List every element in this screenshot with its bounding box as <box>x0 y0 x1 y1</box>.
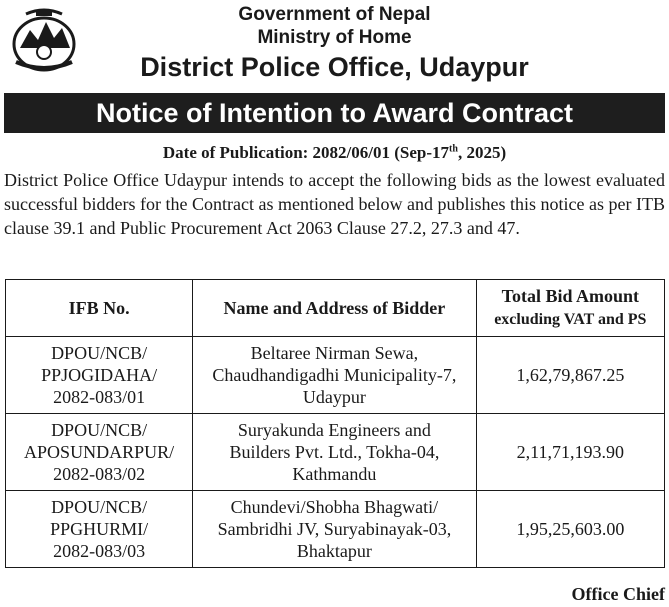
ifb-line: DPOU/NCB/ <box>51 420 148 440</box>
header-amount-line2: excluding VAT and PS <box>494 311 647 328</box>
government-title: Government of Nepal <box>238 4 431 25</box>
ministry-title: Ministry of Home <box>257 27 412 48</box>
bidder-line: Bhaktapur <box>296 541 372 561</box>
ifb-line: DPOU/NCB/ <box>51 497 148 517</box>
cell-ifb-no <box>6 414 193 491</box>
cell-ifb-no <box>6 491 193 568</box>
bidder-line: Beltaree Nirman Sewa, <box>250 343 419 363</box>
table-row <box>6 491 665 568</box>
notice-intro-paragraph: District Police Office Udaypur intends to accept the following bids as the lowest evaluated successful bidders for the Contract as mentioned below and publishes this notice as per ITB clause 39.1 and Public Procurement Act 2063 Clause 27.2, 27.3 and 47. <box>4 170 665 238</box>
ifb-line: PPGHURMI/ <box>50 519 149 539</box>
bidder-line: Sambridhi JV, Suryabinayak-03, <box>217 519 452 539</box>
bidder-line: Chaudhandigadhi Municipality-7, <box>212 365 457 385</box>
ifb-line: 2082-083/01 <box>53 387 146 407</box>
cell-bid-amount: 1,62,79,867.25 <box>476 337 664 414</box>
bidder-line: Kathmandu <box>292 464 377 484</box>
office-chief-signoff: Office Chief <box>571 584 665 604</box>
notice-title-banner: Notice of Intention to Award Contract <box>4 93 665 133</box>
notice-header <box>0 0 669 92</box>
publication-date <box>0 143 669 163</box>
bidder-line: Chundevi/Shobha Bhagwati/ <box>230 497 439 517</box>
cell-bid-amount: 2,11,71,193.90 <box>476 414 664 491</box>
header-ifb-no: IFB No. <box>6 280 193 337</box>
cell-bidder-name <box>193 491 476 568</box>
office-title: District Police Office, Udaypur <box>140 52 529 82</box>
publication-date-year: , 2025) <box>457 143 507 162</box>
table-row <box>6 414 665 491</box>
cell-bid-amount: 1,95,25,603.00 <box>476 491 664 568</box>
bidder-line: Builders Pvt. Ltd., Tokha-04, <box>229 442 440 462</box>
cell-ifb-no <box>6 337 193 414</box>
table-row <box>6 337 665 414</box>
header-total-amount <box>476 280 664 337</box>
publication-date-label: Date of Publication: 2082/06/01 (Sep-17 <box>162 143 450 162</box>
bids-table <box>5 279 665 568</box>
ifb-line: 2082-083/02 <box>53 464 146 484</box>
header-amount-line1: Total Bid Amount <box>501 286 640 306</box>
publication-date-ordinal: th <box>449 143 458 155</box>
cell-bidder-name <box>193 414 476 491</box>
cell-bidder-name <box>193 337 476 414</box>
ifb-line: DPOU/NCB/ <box>51 343 148 363</box>
header-bidder-name: Name and Address of Bidder <box>193 280 476 337</box>
ifb-line: PPJOGIDAHA/ <box>41 365 158 385</box>
bidder-line: Suryakunda Engineers and <box>237 420 431 440</box>
ifb-line: APOSUNDARPUR/ <box>24 442 175 462</box>
ifb-line: 2082-083/03 <box>53 541 146 561</box>
bidder-line: Udaypur <box>302 387 366 407</box>
table-header-row <box>6 280 665 337</box>
